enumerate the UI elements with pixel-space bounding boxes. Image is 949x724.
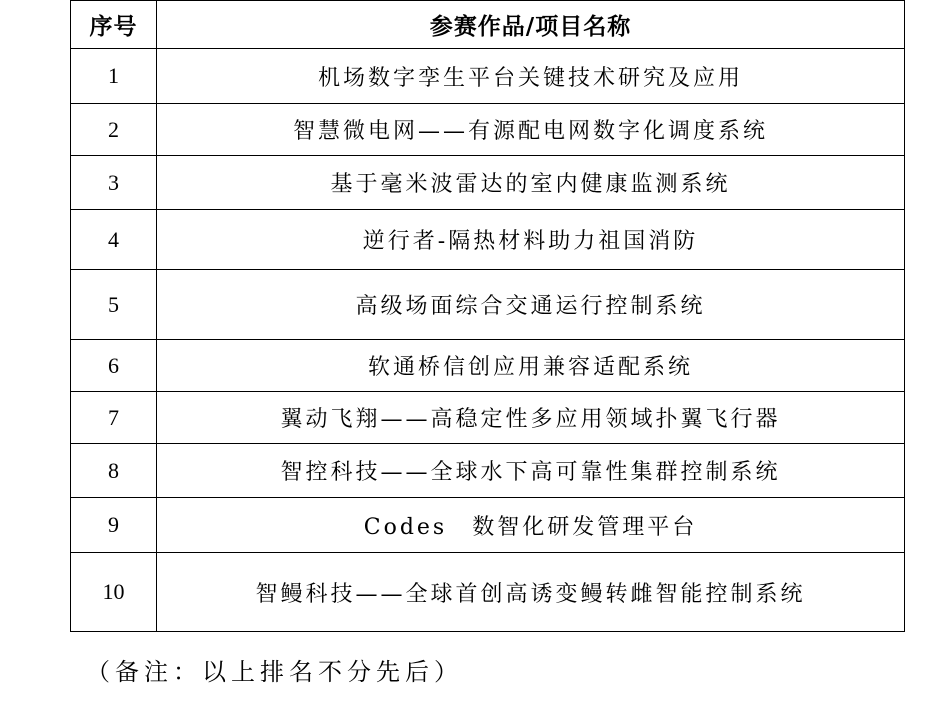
table-row bbox=[71, 340, 905, 392]
footnote: （备注：以上排名不分先后） bbox=[86, 658, 463, 686]
row-project-name: 基于毫米波雷达的室内健康监测系统 bbox=[157, 156, 905, 210]
table-row bbox=[71, 444, 905, 498]
header-project-name: 参赛作品/项目名称 bbox=[157, 1, 905, 49]
table-header-row bbox=[71, 1, 905, 49]
row-project-name: 机场数字孪生平台关键技术研究及应用 bbox=[157, 49, 905, 104]
table-row bbox=[71, 104, 905, 156]
row-project-name: 智鳗科技——全球首创高诱变鳗转雌智能控制系统 bbox=[157, 553, 905, 632]
table-row bbox=[71, 392, 905, 444]
row-project-name: 软通桥信创应用兼容适配系统 bbox=[157, 340, 905, 392]
project-list-table bbox=[70, 0, 905, 632]
row-number: 6 bbox=[71, 340, 157, 392]
table-row bbox=[71, 49, 905, 104]
table-row bbox=[71, 156, 905, 210]
row-number: 7 bbox=[71, 392, 157, 444]
row-project-name: Codes 数智化研发管理平台 bbox=[157, 498, 905, 553]
row-number: 3 bbox=[71, 156, 157, 210]
row-project-name: 翼动飞翔——高稳定性多应用领域扑翼飞行器 bbox=[157, 392, 905, 444]
row-number: 2 bbox=[71, 104, 157, 156]
table-row bbox=[71, 270, 905, 340]
row-project-name: 智控科技——全球水下高可靠性集群控制系统 bbox=[157, 444, 905, 498]
row-number: 8 bbox=[71, 444, 157, 498]
row-number: 4 bbox=[71, 210, 157, 270]
row-project-name: 逆行者-隔热材料助力祖国消防 bbox=[157, 210, 905, 270]
row-number: 1 bbox=[71, 49, 157, 104]
row-number: 5 bbox=[71, 270, 157, 340]
table-row bbox=[71, 210, 905, 270]
row-project-name: 智慧微电网——有源配电网数字化调度系统 bbox=[157, 104, 905, 156]
table-row bbox=[71, 553, 905, 632]
header-number: 序号 bbox=[71, 1, 157, 49]
table-row bbox=[71, 498, 905, 553]
row-number: 9 bbox=[71, 498, 157, 553]
row-project-name: 高级场面综合交通运行控制系统 bbox=[157, 270, 905, 340]
row-number: 10 bbox=[71, 553, 157, 632]
